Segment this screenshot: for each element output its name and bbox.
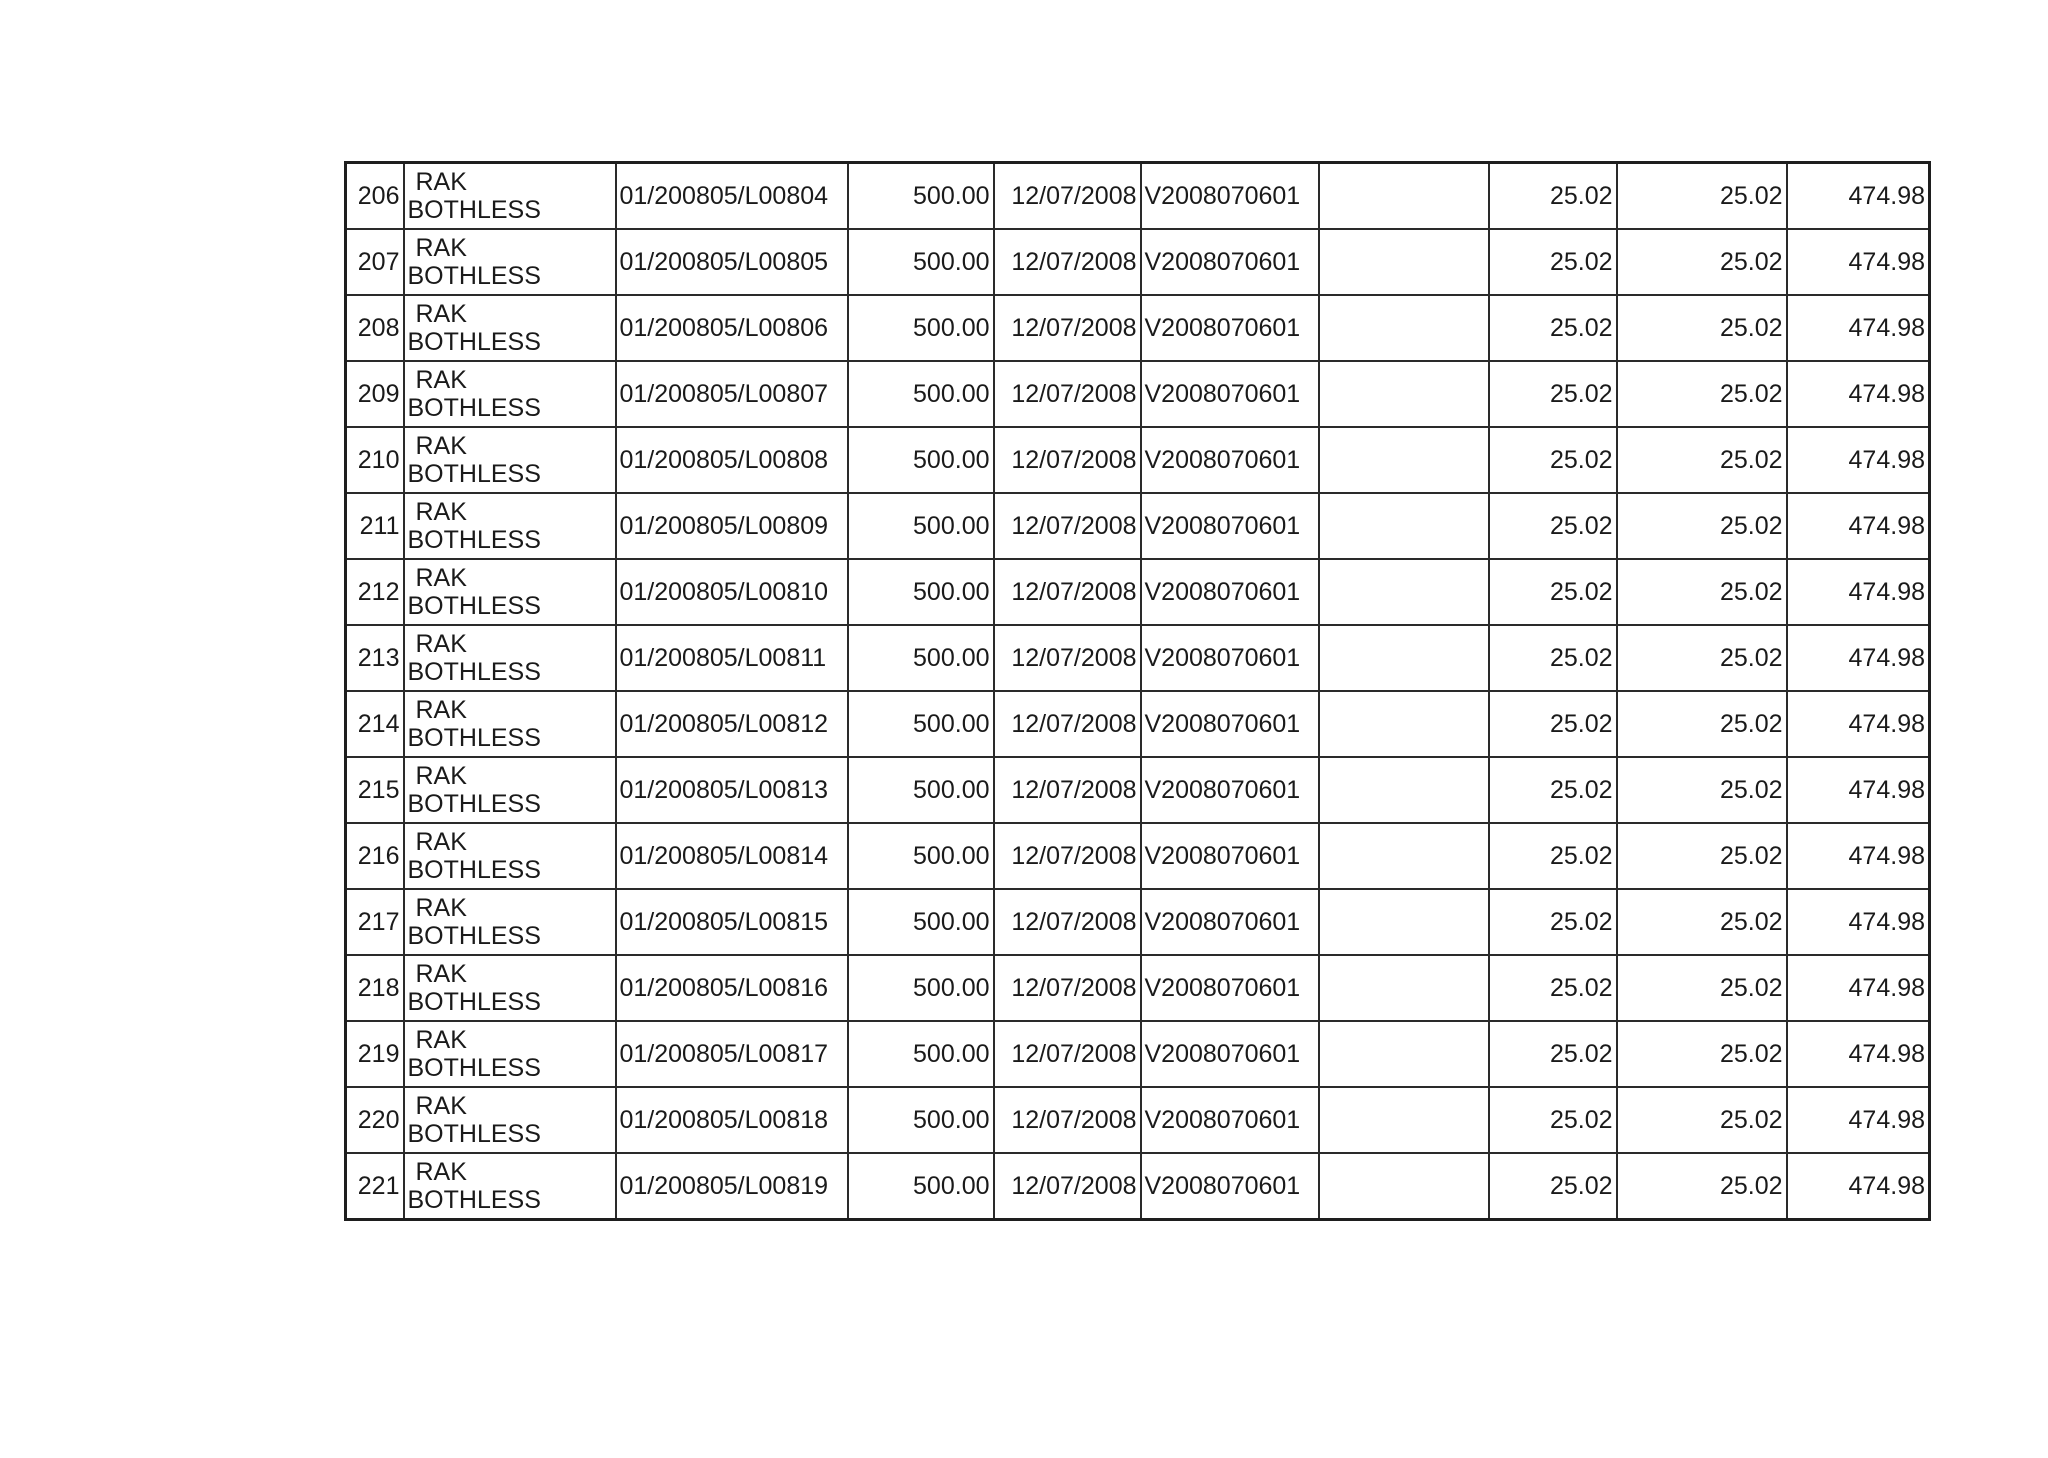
date-cell: 12/07/2008 xyxy=(994,163,1141,230)
row-number-cell: 217 xyxy=(346,889,404,955)
voucher-cell: V2008070601 xyxy=(1141,1087,1319,1153)
deduction-cell: 25.02 xyxy=(1489,625,1617,691)
voucher-cell: V2008070601 xyxy=(1141,163,1319,230)
reference-cell: 01/200805/L00808 xyxy=(616,427,848,493)
payee-name-cell xyxy=(404,361,616,427)
total-deduction-cell: 25.02 xyxy=(1617,1021,1787,1087)
deduction-cell: 25.02 xyxy=(1489,427,1617,493)
blank-cell xyxy=(1319,1021,1489,1087)
date-cell: 12/07/2008 xyxy=(994,757,1141,823)
payee-name-line2: BOTHLESS xyxy=(407,262,541,290)
table-row xyxy=(346,295,1930,361)
payee-name-line1: RAK xyxy=(415,366,467,394)
balance-cell: 474.98 xyxy=(1787,229,1930,295)
row-number-cell: 206 xyxy=(346,163,404,230)
payee-name-cell xyxy=(404,1087,616,1153)
payee-name-cell xyxy=(404,823,616,889)
row-number-cell: 212 xyxy=(346,559,404,625)
payee-name-cell xyxy=(404,229,616,295)
table-row xyxy=(346,1153,1930,1220)
payee-name-line1: RAK xyxy=(415,300,467,328)
payee-name-line1: RAK xyxy=(415,828,467,856)
date-cell: 12/07/2008 xyxy=(994,1087,1141,1153)
date-cell: 12/07/2008 xyxy=(994,295,1141,361)
blank-cell xyxy=(1319,163,1489,230)
deduction-cell: 25.02 xyxy=(1489,1021,1617,1087)
voucher-cell: V2008070601 xyxy=(1141,559,1319,625)
payee-name-cell xyxy=(404,427,616,493)
payee-name-line1: RAK xyxy=(415,498,467,526)
amount-cell: 500.00 xyxy=(848,625,994,691)
total-deduction-cell: 25.02 xyxy=(1617,493,1787,559)
table-row xyxy=(346,163,1930,230)
amount-cell: 500.00 xyxy=(848,559,994,625)
table-row xyxy=(346,889,1930,955)
voucher-cell: V2008070601 xyxy=(1141,1153,1319,1220)
deduction-cell: 25.02 xyxy=(1489,955,1617,1021)
voucher-cell: V2008070601 xyxy=(1141,823,1319,889)
total-deduction-cell: 25.02 xyxy=(1617,757,1787,823)
payee-name-cell xyxy=(404,889,616,955)
payee-name-line2: BOTHLESS xyxy=(407,922,541,950)
row-number-cell: 221 xyxy=(346,1153,404,1220)
balance-cell: 474.98 xyxy=(1787,295,1930,361)
total-deduction-cell: 25.02 xyxy=(1617,163,1787,230)
payee-name-cell xyxy=(404,625,616,691)
total-deduction-cell: 25.02 xyxy=(1617,889,1787,955)
table-row xyxy=(346,427,1930,493)
reference-cell: 01/200805/L00805 xyxy=(616,229,848,295)
row-number-cell: 209 xyxy=(346,361,404,427)
reference-cell: 01/200805/L00814 xyxy=(616,823,848,889)
blank-cell xyxy=(1319,295,1489,361)
table-row xyxy=(346,559,1930,625)
row-number-cell: 211 xyxy=(346,493,404,559)
table-row xyxy=(346,493,1930,559)
row-number-cell: 219 xyxy=(346,1021,404,1087)
payee-name-line1: RAK xyxy=(415,168,467,196)
row-number-cell: 220 xyxy=(346,1087,404,1153)
amount-cell: 500.00 xyxy=(848,1087,994,1153)
amount-cell: 500.00 xyxy=(848,691,994,757)
balance-cell: 474.98 xyxy=(1787,493,1930,559)
balance-cell: 474.98 xyxy=(1787,691,1930,757)
payee-name-line2: BOTHLESS xyxy=(407,592,541,620)
date-cell: 12/07/2008 xyxy=(994,559,1141,625)
payee-name-line2: BOTHLESS xyxy=(407,328,541,356)
ledger-body xyxy=(346,163,1930,1220)
deduction-cell: 25.02 xyxy=(1489,229,1617,295)
blank-cell xyxy=(1319,691,1489,757)
row-number-cell: 218 xyxy=(346,955,404,1021)
payee-name-line2: BOTHLESS xyxy=(407,394,541,422)
payee-name-line1: RAK xyxy=(415,1092,467,1120)
payee-name-line2: BOTHLESS xyxy=(407,724,541,752)
balance-cell: 474.98 xyxy=(1787,1153,1930,1220)
deduction-cell: 25.02 xyxy=(1489,757,1617,823)
total-deduction-cell: 25.02 xyxy=(1617,1087,1787,1153)
total-deduction-cell: 25.02 xyxy=(1617,559,1787,625)
date-cell: 12/07/2008 xyxy=(994,493,1141,559)
payee-name-cell xyxy=(404,1021,616,1087)
voucher-cell: V2008070601 xyxy=(1141,625,1319,691)
payee-name-line1: RAK xyxy=(415,1158,467,1186)
table-row xyxy=(346,1021,1930,1087)
date-cell: 12/07/2008 xyxy=(994,625,1141,691)
total-deduction-cell: 25.02 xyxy=(1617,1153,1787,1220)
row-number-cell: 216 xyxy=(346,823,404,889)
balance-cell: 474.98 xyxy=(1787,757,1930,823)
reference-cell: 01/200805/L00816 xyxy=(616,955,848,1021)
deduction-cell: 25.02 xyxy=(1489,889,1617,955)
date-cell: 12/07/2008 xyxy=(994,889,1141,955)
reference-cell: 01/200805/L00812 xyxy=(616,691,848,757)
payee-name-line1: RAK xyxy=(415,564,467,592)
table-row xyxy=(346,757,1930,823)
row-number-cell: 207 xyxy=(346,229,404,295)
table-row xyxy=(346,1087,1930,1153)
payee-name-cell xyxy=(404,493,616,559)
payee-name-line2: BOTHLESS xyxy=(407,988,541,1016)
balance-cell: 474.98 xyxy=(1787,361,1930,427)
payee-name-line1: RAK xyxy=(415,432,467,460)
blank-cell xyxy=(1319,361,1489,427)
deduction-cell: 25.02 xyxy=(1489,823,1617,889)
amount-cell: 500.00 xyxy=(848,1153,994,1220)
blank-cell xyxy=(1319,955,1489,1021)
blank-cell xyxy=(1319,823,1489,889)
reference-cell: 01/200805/L00819 xyxy=(616,1153,848,1220)
payee-name-line1: RAK xyxy=(415,960,467,988)
reference-cell: 01/200805/L00804 xyxy=(616,163,848,230)
voucher-cell: V2008070601 xyxy=(1141,889,1319,955)
reference-cell: 01/200805/L00813 xyxy=(616,757,848,823)
deduction-cell: 25.02 xyxy=(1489,559,1617,625)
date-cell: 12/07/2008 xyxy=(994,1021,1141,1087)
payee-name-line2: BOTHLESS xyxy=(407,1054,541,1082)
voucher-cell: V2008070601 xyxy=(1141,691,1319,757)
payee-name-line2: BOTHLESS xyxy=(407,1120,541,1148)
row-number-cell: 214 xyxy=(346,691,404,757)
deduction-cell: 25.02 xyxy=(1489,163,1617,230)
date-cell: 12/07/2008 xyxy=(994,1153,1141,1220)
payee-name-line2: BOTHLESS xyxy=(407,856,541,884)
payee-name-cell xyxy=(404,691,616,757)
balance-cell: 474.98 xyxy=(1787,955,1930,1021)
payee-name-line1: RAK xyxy=(415,234,467,262)
table-row xyxy=(346,361,1930,427)
payee-name-cell xyxy=(404,163,616,230)
amount-cell: 500.00 xyxy=(848,361,994,427)
blank-cell xyxy=(1319,229,1489,295)
amount-cell: 500.00 xyxy=(848,757,994,823)
table-row xyxy=(346,625,1930,691)
amount-cell: 500.00 xyxy=(848,229,994,295)
voucher-cell: V2008070601 xyxy=(1141,295,1319,361)
balance-cell: 474.98 xyxy=(1787,559,1930,625)
deduction-cell: 25.02 xyxy=(1489,493,1617,559)
total-deduction-cell: 25.02 xyxy=(1617,361,1787,427)
balance-cell: 474.98 xyxy=(1787,889,1930,955)
payee-name-cell xyxy=(404,559,616,625)
reference-cell: 01/200805/L00810 xyxy=(616,559,848,625)
payee-name-line2: BOTHLESS xyxy=(407,658,541,686)
payee-name-line2: BOTHLESS xyxy=(407,1186,541,1214)
payee-name-line2: BOTHLESS xyxy=(407,460,541,488)
row-number-cell: 210 xyxy=(346,427,404,493)
payee-name-line1: RAK xyxy=(415,696,467,724)
deduction-cell: 25.02 xyxy=(1489,295,1617,361)
voucher-cell: V2008070601 xyxy=(1141,1021,1319,1087)
deduction-cell: 25.02 xyxy=(1489,361,1617,427)
amount-cell: 500.00 xyxy=(848,889,994,955)
total-deduction-cell: 25.02 xyxy=(1617,823,1787,889)
blank-cell xyxy=(1319,625,1489,691)
reference-cell: 01/200805/L00806 xyxy=(616,295,848,361)
amount-cell: 500.00 xyxy=(848,955,994,1021)
row-number-cell: 208 xyxy=(346,295,404,361)
amount-cell: 500.00 xyxy=(848,427,994,493)
blank-cell xyxy=(1319,1087,1489,1153)
voucher-cell: V2008070601 xyxy=(1141,361,1319,427)
table-row xyxy=(346,229,1930,295)
payee-name-cell xyxy=(404,757,616,823)
blank-cell xyxy=(1319,559,1489,625)
amount-cell: 500.00 xyxy=(848,295,994,361)
voucher-cell: V2008070601 xyxy=(1141,229,1319,295)
payee-name-line2: BOTHLESS xyxy=(407,526,541,554)
total-deduction-cell: 25.02 xyxy=(1617,691,1787,757)
table-row xyxy=(346,691,1930,757)
balance-cell: 474.98 xyxy=(1787,1087,1930,1153)
amount-cell: 500.00 xyxy=(848,493,994,559)
total-deduction-cell: 25.02 xyxy=(1617,427,1787,493)
ledger-table xyxy=(344,161,1931,1221)
blank-cell xyxy=(1319,427,1489,493)
row-number-cell: 215 xyxy=(346,757,404,823)
payee-name-cell xyxy=(404,1153,616,1220)
balance-cell: 474.98 xyxy=(1787,625,1930,691)
reference-cell: 01/200805/L00817 xyxy=(616,1021,848,1087)
payee-name-line1: RAK xyxy=(415,762,467,790)
total-deduction-cell: 25.02 xyxy=(1617,625,1787,691)
payee-name-line2: BOTHLESS xyxy=(407,196,541,224)
payee-name-line1: RAK xyxy=(415,1026,467,1054)
deduction-cell: 25.02 xyxy=(1489,691,1617,757)
amount-cell: 500.00 xyxy=(848,1021,994,1087)
total-deduction-cell: 25.02 xyxy=(1617,955,1787,1021)
voucher-cell: V2008070601 xyxy=(1141,955,1319,1021)
balance-cell: 474.98 xyxy=(1787,427,1930,493)
blank-cell xyxy=(1319,1153,1489,1220)
reference-cell: 01/200805/L00818 xyxy=(616,1087,848,1153)
balance-cell: 474.98 xyxy=(1787,1021,1930,1087)
blank-cell xyxy=(1319,493,1489,559)
total-deduction-cell: 25.02 xyxy=(1617,229,1787,295)
deduction-cell: 25.02 xyxy=(1489,1153,1617,1220)
payee-name-cell xyxy=(404,955,616,1021)
balance-cell: 474.98 xyxy=(1787,823,1930,889)
table-row xyxy=(346,955,1930,1021)
date-cell: 12/07/2008 xyxy=(994,955,1141,1021)
payee-name-line1: RAK xyxy=(415,630,467,658)
reference-cell: 01/200805/L00807 xyxy=(616,361,848,427)
date-cell: 12/07/2008 xyxy=(994,229,1141,295)
voucher-cell: V2008070601 xyxy=(1141,427,1319,493)
table-row xyxy=(346,823,1930,889)
date-cell: 12/07/2008 xyxy=(994,361,1141,427)
balance-cell: 474.98 xyxy=(1787,163,1930,230)
reference-cell: 01/200805/L00809 xyxy=(616,493,848,559)
blank-cell xyxy=(1319,889,1489,955)
payee-name-line2: BOTHLESS xyxy=(407,790,541,818)
reference-cell: 01/200805/L00815 xyxy=(616,889,848,955)
payee-name-cell xyxy=(404,295,616,361)
reference-cell: 01/200805/L00811 xyxy=(616,625,848,691)
date-cell: 12/07/2008 xyxy=(994,823,1141,889)
date-cell: 12/07/2008 xyxy=(994,427,1141,493)
row-number-cell: 213 xyxy=(346,625,404,691)
blank-cell xyxy=(1319,757,1489,823)
voucher-cell: V2008070601 xyxy=(1141,493,1319,559)
total-deduction-cell: 25.02 xyxy=(1617,295,1787,361)
amount-cell: 500.00 xyxy=(848,163,994,230)
payee-name-line1: RAK xyxy=(415,894,467,922)
date-cell: 12/07/2008 xyxy=(994,691,1141,757)
deduction-cell: 25.02 xyxy=(1489,1087,1617,1153)
voucher-cell: V2008070601 xyxy=(1141,757,1319,823)
amount-cell: 500.00 xyxy=(848,823,994,889)
